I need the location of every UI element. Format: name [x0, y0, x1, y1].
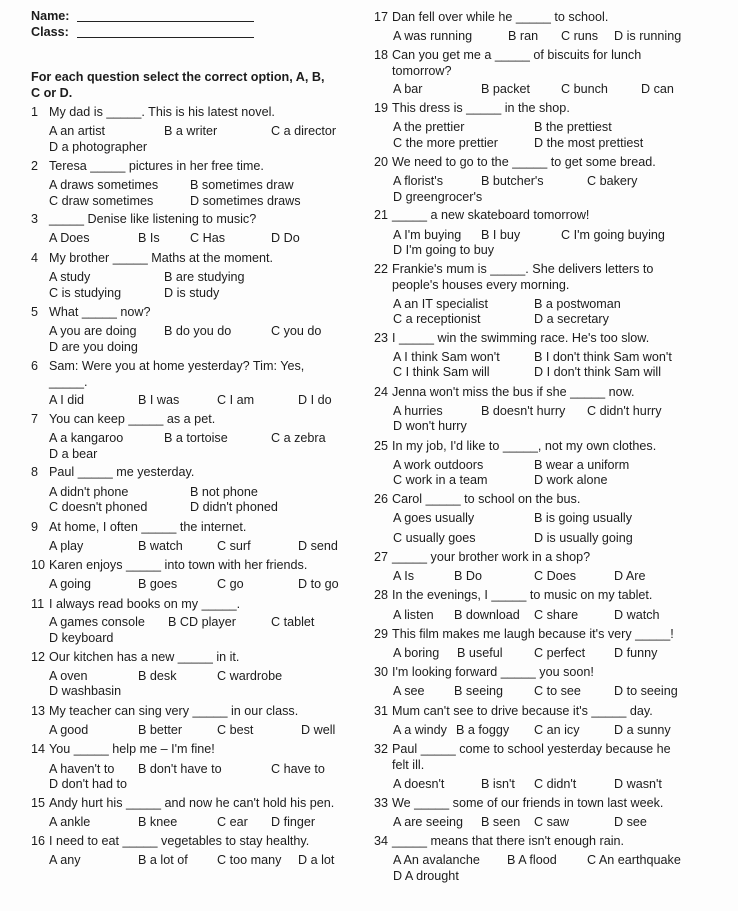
answer-option[interactable]: B isn't: [481, 777, 515, 791]
answer-option[interactable]: B I was: [138, 393, 180, 407]
question-number: 13: [31, 704, 46, 718]
answer-option[interactable]: D send: [298, 539, 338, 553]
answer-option[interactable]: D didn't phoned: [190, 500, 278, 514]
question-text: My dad is _____. This is his latest novel.: [49, 105, 275, 119]
answer-option[interactable]: A An avalanche: [393, 853, 480, 867]
answer-option[interactable]: C saw: [534, 815, 569, 829]
answer-option[interactable]: C go: [217, 577, 244, 591]
answer-option[interactable]: A didn't phone: [49, 485, 129, 499]
question-number: 15: [31, 796, 46, 810]
answer-option[interactable]: D I don't think Sam will: [534, 365, 661, 379]
question-text: I need to eat _____ vegetables to stay healthy.: [49, 834, 310, 848]
name-label: Name:: [31, 9, 70, 23]
answer-option[interactable]: A see: [393, 684, 425, 698]
answer-option[interactable]: A boring: [393, 646, 440, 660]
answer-option[interactable]: B desk: [138, 669, 177, 683]
answer-option[interactable]: C bakery: [587, 174, 638, 188]
answer-option[interactable]: D to go: [298, 577, 339, 591]
answer-option[interactable]: D funny: [614, 646, 658, 660]
question-text: What _____ now?: [49, 305, 151, 319]
answer-option[interactable]: C you do: [271, 324, 322, 338]
answer-option[interactable]: B goes: [138, 577, 178, 591]
answer-option[interactable]: B Is: [138, 231, 160, 245]
question-number: 11: [31, 597, 45, 611]
question-text: Paul _____ come to school yesterday because he: [392, 742, 671, 756]
question-text: _____ means that there isn't enough rain.: [392, 834, 625, 848]
answer-option[interactable]: A an artist: [49, 124, 106, 138]
answer-option[interactable]: B do you do: [164, 324, 232, 338]
question-number: 5: [31, 305, 39, 319]
answer-option[interactable]: D sometimes draws: [190, 194, 301, 208]
question-text: I'm looking forward _____ you soon!: [392, 665, 594, 679]
answer-option[interactable]: A goes usually: [393, 511, 475, 525]
answer-option[interactable]: A I did: [49, 393, 85, 407]
question-number: 19: [374, 101, 389, 115]
answer-option[interactable]: A play: [49, 539, 84, 553]
answer-option[interactable]: A good: [49, 723, 89, 737]
answer-option[interactable]: A doesn't: [393, 777, 445, 791]
answer-option[interactable]: B better: [138, 723, 183, 737]
answer-option[interactable]: D are you doing: [49, 340, 138, 354]
answer-option[interactable]: A ankle: [49, 815, 91, 829]
answer-option[interactable]: C Has: [190, 231, 225, 245]
question-text: Teresa _____ pictures in her free time.: [49, 159, 264, 173]
answer-option[interactable]: D won't hurry: [393, 419, 467, 433]
answer-option[interactable]: D is running: [614, 29, 682, 43]
answer-option[interactable]: B download: [454, 608, 520, 622]
question-number: 28: [374, 588, 389, 602]
answer-option[interactable]: C a director: [271, 124, 337, 138]
question-text-continued: felt ill.: [392, 758, 425, 772]
answer-option[interactable]: C share: [534, 608, 579, 622]
question-number: 9: [31, 520, 39, 534]
answer-option[interactable]: D I do: [298, 393, 332, 407]
answer-option[interactable]: C perfect: [534, 646, 586, 660]
question-number: 3: [31, 212, 39, 226]
answer-option[interactable]: B doesn't hurry: [481, 404, 566, 418]
question-text: Frankie's mum is _____. She delivers letters to: [392, 262, 654, 276]
answer-option[interactable]: B sometimes draw: [190, 178, 294, 192]
answer-option[interactable]: A games console: [49, 615, 145, 629]
answer-option[interactable]: C ear: [217, 815, 248, 829]
answer-option[interactable]: D Do: [271, 231, 300, 245]
answer-option[interactable]: C draw sometimes: [49, 194, 154, 208]
answer-option[interactable]: A oven: [49, 669, 88, 683]
answer-option[interactable]: C I am: [217, 393, 255, 407]
question-number: 17: [374, 10, 389, 24]
class-label: Class:: [31, 25, 69, 39]
question-text: This dress is _____ in the shop.: [392, 101, 570, 115]
answer-option[interactable]: B is going usually: [534, 511, 633, 525]
answer-option[interactable]: A the prettier: [393, 120, 465, 134]
question-text: We need to go to the _____ to get some bread.: [392, 155, 656, 169]
answer-option[interactable]: D work alone: [534, 473, 608, 487]
answer-option[interactable]: D A drought: [393, 869, 459, 883]
question-number: 26: [374, 492, 389, 506]
answer-option[interactable]: B I don't think Sam won't: [534, 350, 672, 364]
question-text: Andy hurt his _____ and now he can't hold his pen.: [49, 796, 335, 810]
answer-option[interactable]: D wasn't: [614, 777, 662, 791]
question-number: 10: [31, 558, 46, 572]
answer-option[interactable]: B butcher's: [481, 174, 544, 188]
question-text: Karen enjoys _____ into town with her friends.: [49, 558, 308, 572]
answer-option[interactable]: D don't had to: [49, 777, 128, 791]
question-text: In my job, I'd like to _____, not my own clothes.: [392, 439, 657, 453]
answer-option[interactable]: C bunch: [561, 82, 608, 96]
answer-option[interactable]: C best: [217, 723, 254, 737]
answer-option[interactable]: B a postwoman: [534, 297, 621, 311]
answer-option[interactable]: C wardrobe: [217, 669, 283, 683]
answer-option[interactable]: C surf: [217, 539, 251, 553]
question-number: 20: [374, 155, 389, 169]
answer-option[interactable]: D I'm going to buy: [393, 243, 495, 257]
answer-option[interactable]: C I'm going buying: [561, 228, 665, 242]
answer-option[interactable]: B A flood: [507, 853, 557, 867]
answer-option[interactable]: D is usually going: [534, 531, 633, 545]
question-number: 30: [374, 665, 389, 679]
question-number: 31: [374, 704, 389, 718]
answer-option[interactable]: A Is: [393, 569, 414, 583]
question-number: 16: [31, 834, 46, 848]
answer-option[interactable]: D is study: [164, 286, 220, 300]
answer-option[interactable]: B the prettiest: [534, 120, 612, 134]
answer-option[interactable]: C didn't: [534, 777, 577, 791]
answer-option[interactable]: A study: [49, 270, 91, 284]
answer-option[interactable]: B wear a uniform: [534, 458, 630, 472]
question-number: 7: [31, 412, 39, 426]
answer-option[interactable]: A going: [49, 577, 92, 591]
answer-option[interactable]: A I think Sam won't: [393, 350, 500, 364]
answer-option[interactable]: C didn't hurry: [587, 404, 662, 418]
answer-option[interactable]: C Does: [534, 569, 576, 583]
question-text: Paul _____ me yesterday.: [49, 465, 195, 479]
answer-option[interactable]: A any: [49, 853, 81, 867]
answer-option[interactable]: D can: [641, 82, 674, 96]
question-text: Carol _____ to school on the bus.: [392, 492, 581, 506]
answer-option[interactable]: B don't have to: [138, 762, 222, 776]
answer-option[interactable]: B seeing: [454, 684, 504, 698]
answer-option[interactable]: D see: [614, 815, 647, 829]
question-text: My brother _____ Maths at the moment.: [49, 251, 274, 265]
answer-option[interactable]: A Does: [49, 231, 90, 245]
answer-option[interactable]: B ran: [508, 29, 539, 43]
answer-option[interactable]: D greengrocer's: [393, 190, 483, 204]
answer-option[interactable]: A bar: [393, 82, 423, 96]
question-number: 14: [31, 742, 46, 756]
answer-option[interactable]: A hurries: [393, 404, 443, 418]
question-number: 18: [374, 48, 389, 62]
answer-option[interactable]: B a foggy: [456, 723, 510, 737]
answer-option[interactable]: A work outdoors: [393, 458, 484, 472]
question-text: I _____ win the swimming race. He's too slow.: [392, 331, 650, 345]
question-number: 27: [374, 550, 389, 564]
answer-option[interactable]: A are seeing: [393, 815, 464, 829]
question-text: Can you get me a _____ of biscuits for lunch: [392, 48, 642, 62]
question-number: 6: [31, 359, 39, 373]
answer-option[interactable]: A listen: [393, 608, 434, 622]
question-text: I always read books on my _____.: [49, 597, 241, 611]
question-number: 8: [31, 465, 39, 479]
question-number: 32: [374, 742, 389, 756]
question-text: You can keep _____ as a pet.: [49, 412, 216, 426]
answer-option[interactable]: A an IT specialist: [393, 297, 488, 311]
question-text: Our kitchen has a new _____ in it.: [49, 650, 240, 664]
question-number: 34: [374, 834, 389, 848]
question-text: At home, I often _____ the internet.: [49, 520, 247, 534]
answer-option[interactable]: C have to: [271, 762, 325, 776]
answer-option[interactable]: B packet: [481, 82, 531, 96]
question-text: _____ Denise like listening to music?: [49, 212, 257, 226]
question-text-continued: _____.: [49, 375, 88, 389]
answer-option[interactable]: B watch: [138, 539, 183, 553]
answer-option[interactable]: B a lot of: [138, 853, 188, 867]
answer-option[interactable]: D a photographer: [49, 140, 148, 154]
answer-option[interactable]: D washbasin: [49, 684, 122, 698]
answer-option[interactable]: B not phone: [190, 485, 258, 499]
class-field[interactable]: [77, 37, 254, 38]
question-number: 25: [374, 439, 389, 453]
answer-option[interactable]: C the more prettier: [393, 136, 498, 150]
answer-option[interactable]: A a windy: [393, 723, 447, 737]
answer-option[interactable]: D a lot: [298, 853, 335, 867]
question-number: 22: [374, 262, 389, 276]
question-text: You _____ help me – I'm fine!: [49, 742, 215, 756]
answer-option[interactable]: D keyboard: [49, 631, 114, 645]
answer-option[interactable]: B knee: [138, 815, 178, 829]
answer-option[interactable]: C is studying: [49, 286, 122, 300]
question-number: 33: [374, 796, 389, 810]
question-number: 21: [374, 208, 389, 222]
answer-option[interactable]: C tablet: [271, 615, 315, 629]
answer-option[interactable]: B I buy: [481, 228, 521, 242]
answer-option[interactable]: B a tortoise: [164, 431, 228, 445]
instructions-line-1: For each question select the correct option, A, B,: [31, 70, 325, 84]
answer-option[interactable]: A you are doing: [49, 324, 137, 338]
answer-option[interactable]: B CD player: [168, 615, 236, 629]
question-text: This film makes me laugh because it's very _____!: [392, 627, 674, 641]
answer-option[interactable]: B a writer: [164, 124, 218, 138]
answer-option[interactable]: A a kangaroo: [49, 431, 124, 445]
answer-option[interactable]: C a zebra: [271, 431, 326, 445]
question-number: 2: [31, 159, 39, 173]
question-number: 24: [374, 385, 389, 399]
answer-option[interactable]: D Are: [614, 569, 646, 583]
answer-option[interactable]: A I'm buying: [393, 228, 462, 242]
question-text: We _____ some of our friends in town last week.: [392, 796, 664, 810]
question-number: 1: [31, 105, 39, 119]
question-text: My teacher can sing very _____ in our class.: [49, 704, 299, 718]
question-text-continued: tomorrow?: [392, 64, 452, 78]
question-number: 23: [374, 331, 389, 345]
question-text: In the evenings, I _____ to music on my tablet.: [392, 588, 653, 602]
answer-option[interactable]: C I think Sam will: [393, 365, 490, 379]
answer-option[interactable]: D a bear: [49, 447, 98, 461]
answer-option[interactable]: D a secretary: [534, 312, 609, 326]
answer-option[interactable]: D watch: [614, 608, 660, 622]
question-number: 4: [31, 251, 39, 265]
answer-option[interactable]: A haven't to: [49, 762, 115, 776]
answer-option[interactable]: C too many: [217, 853, 282, 867]
question-text: Mum can't see to drive because it's _____ day.: [392, 704, 653, 718]
answer-option[interactable]: C work in a team: [393, 473, 488, 487]
answer-option[interactable]: B useful: [457, 646, 503, 660]
question-text-continued: people's houses every morning.: [392, 278, 570, 292]
question-text: _____ your brother work in a shop?: [392, 550, 591, 564]
answer-option[interactable]: A was running: [393, 29, 473, 43]
answer-option[interactable]: D finger: [271, 815, 316, 829]
question-text: Jenna won't miss the bus if she _____ now.: [392, 385, 635, 399]
answer-option[interactable]: C An earthquake: [587, 853, 681, 867]
question-text: _____ a new skateboard tomorrow!: [392, 208, 590, 222]
answer-option[interactable]: D well: [301, 723, 336, 737]
question-number: 12: [31, 650, 46, 664]
instructions-line-2: C or D.: [31, 86, 73, 100]
answer-option[interactable]: B are studying: [164, 270, 245, 284]
answer-option[interactable]: A florist's: [393, 174, 443, 188]
question-number: 29: [374, 627, 389, 641]
answer-option[interactable]: C a receptionist: [393, 312, 481, 326]
answer-option[interactable]: C to see: [534, 684, 581, 698]
question-text: Dan fell over while he _____ to school.: [392, 10, 609, 24]
answer-option[interactable]: C an icy: [534, 723, 580, 737]
answer-option[interactable]: C runs: [561, 29, 599, 43]
answer-option[interactable]: A draws sometimes: [49, 178, 159, 192]
answer-option[interactable]: D the most prettiest: [534, 136, 644, 150]
answer-option[interactable]: C usually goes: [393, 531, 476, 545]
answer-option[interactable]: D a sunny: [614, 723, 671, 737]
answer-option[interactable]: B seen: [481, 815, 521, 829]
name-field[interactable]: [77, 21, 254, 22]
answer-option[interactable]: C doesn't phoned: [49, 500, 148, 514]
question-text: Sam: Were you at home yesterday? Tim: Yes,: [49, 359, 305, 373]
answer-option[interactable]: D to seeing: [614, 684, 678, 698]
answer-option[interactable]: B Do: [454, 569, 482, 583]
